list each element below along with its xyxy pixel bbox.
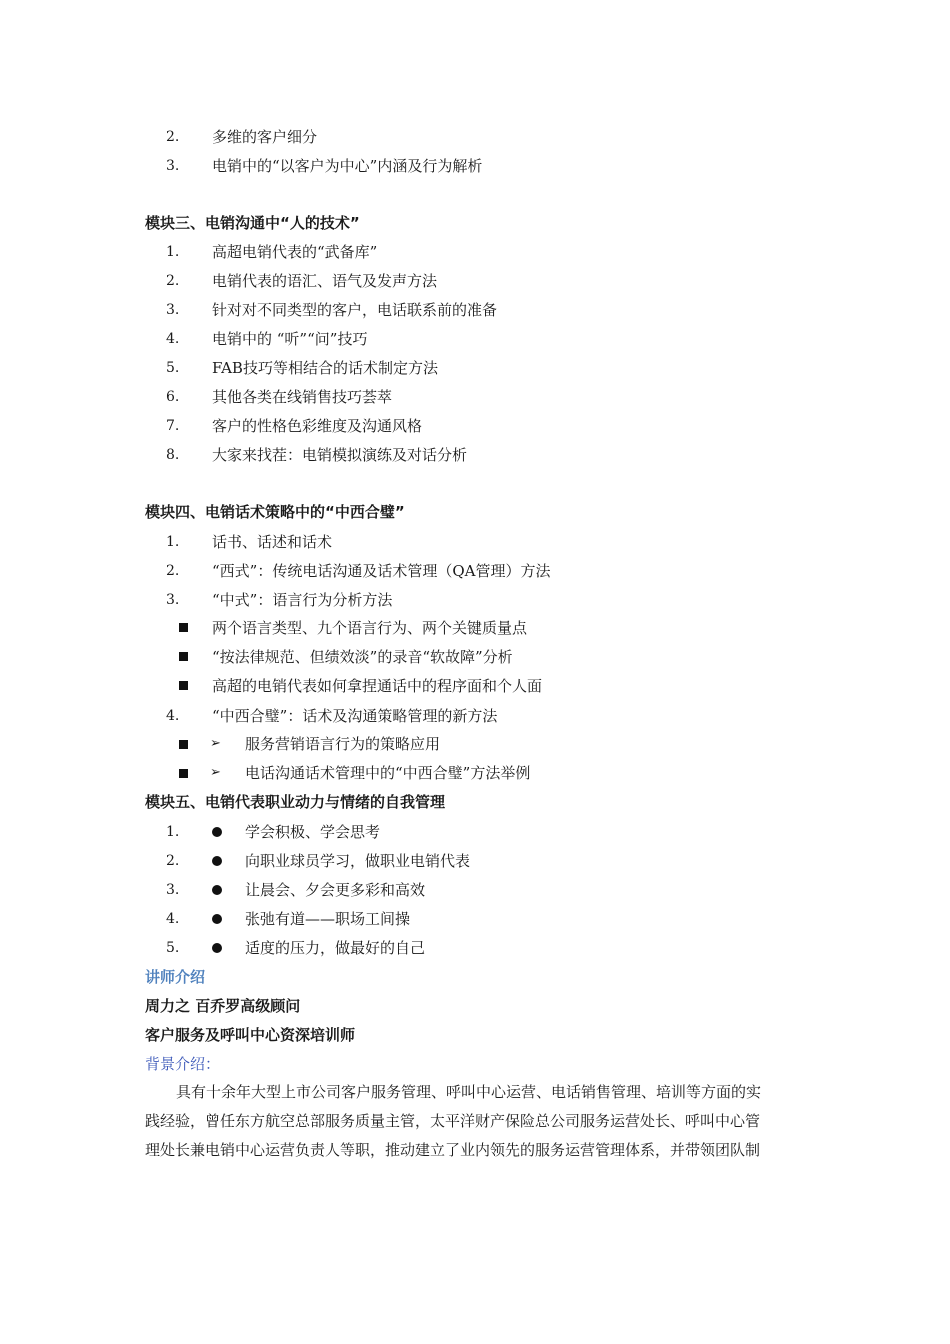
list-item: “西式”：传统电话沟通及话术管理（QA管理）方法 [212,562,551,580]
list-item: 电销中的“以客户为中心”内涵及行为解析 [212,157,483,175]
round-bullet-icon [212,885,222,895]
sub-list-item: 两个语言类型、九个语言行为、两个关键质量点 [212,619,528,637]
sub-list-item: 服务营销语言行为的策略应用 [245,735,441,753]
list-number: 2. [166,563,180,579]
list-item: 高超电销代表的“武备库” [212,243,378,261]
list-item: 其他各类在线销售技巧荟萃 [212,388,393,406]
list-item: 让晨会、夕会更多彩和高效 [245,881,426,899]
list-number: 1. [166,244,180,260]
list-item: FAB技巧等相结合的话术制定方法 [212,359,438,377]
list-number: 2. [166,853,180,869]
list-number: 3. [166,158,180,174]
square-bullet-icon [179,623,188,632]
list-item: 大家来找茬：电销模拟演练及对话分析 [212,446,468,464]
list-number: 6. [166,389,180,405]
module3-title: 模块三、电销沟通中“人的技术” [145,214,360,232]
list-number: 2. [166,129,180,145]
list-number: 3. [166,302,180,318]
round-bullet-icon [212,856,222,866]
list-number: 5. [166,940,180,956]
list-item: 电销代表的语汇、语气及发声方法 [212,272,438,290]
list-item: 多维的客户细分 [212,128,318,146]
square-bullet-icon [179,769,188,778]
background-paragraph-line: 理处长兼电销中心运营负责人等职，推动建立了业内领先的服务运营管理体系，并带领团队制 [145,1141,761,1159]
list-item: 客户的性格色彩维度及沟通风格 [212,417,423,435]
list-number: 3. [166,882,180,898]
module5-title: 模块五、电销代表职业动力与情绪的自我管理 [145,793,446,811]
list-item: “中西合璧”：话术及沟通策略管理的新方法 [212,707,498,725]
sub-list-item: 电话沟通话术管理中的“中西合璧”方法举例 [245,764,531,782]
sub-list-item: 高超的电销代表如何拿捏通话中的程序面和个人面 [212,677,543,695]
list-number: 1. [166,534,180,550]
list-number: 7. [166,418,180,434]
square-bullet-icon [179,652,188,661]
list-number: 4. [166,708,180,724]
list-item: 学会积极、学会思考 [245,823,381,841]
list-item: 适度的压力，做最好的自己 [245,939,426,957]
list-number: 5. [166,360,180,376]
list-item: 电销中的 “听”“问”技巧 [212,330,368,348]
list-number: 2. [166,273,180,289]
square-bullet-icon [179,740,188,749]
module4-title: 模块四、电销话术策略中的“中西合璧” [145,503,405,521]
lecturer-name: 周力之 百乔罗高级顾问 [145,997,301,1015]
list-item: 针对对不同类型的客户，电话联系前的准备 [212,301,498,319]
round-bullet-icon [212,827,222,837]
arrow-bullet-icon: ➢ [210,736,221,751]
background-paragraph-line: 践经验，曾任东方航空总部服务质量主管，太平洋财产保险总公司服务运营处长、呼叫中心管 [145,1112,761,1130]
list-number: 4. [166,911,180,927]
list-item: 向职业球员学习，做职业电销代表 [245,852,471,870]
list-number: 8. [166,447,180,463]
list-number: 3. [166,592,180,608]
lecturer-role: 客户服务及呼叫中心资深培训师 [145,1026,356,1044]
background-paragraph-line: 具有十余年大型上市公司客户服务管理、呼叫中心运营、电话销售管理、培训等方面的实 [176,1083,762,1101]
arrow-bullet-icon: ➢ [210,765,221,780]
list-item: 话书、话述和话术 [212,533,333,551]
square-bullet-icon [179,681,188,690]
lecturer-section-title: 讲师介绍 [145,968,206,986]
list-item: “中式”：语言行为分析方法 [212,591,393,609]
round-bullet-icon [212,943,222,953]
list-number: 4. [166,331,180,347]
round-bullet-icon [212,914,222,924]
sub-list-item: “按法律规范、但绩效淡”的录音“软故障”分析 [212,648,513,666]
background-label: 背景介绍： [145,1055,221,1073]
list-number: 1. [166,824,180,840]
list-item: 张弛有道——职场工间操 [245,910,411,928]
